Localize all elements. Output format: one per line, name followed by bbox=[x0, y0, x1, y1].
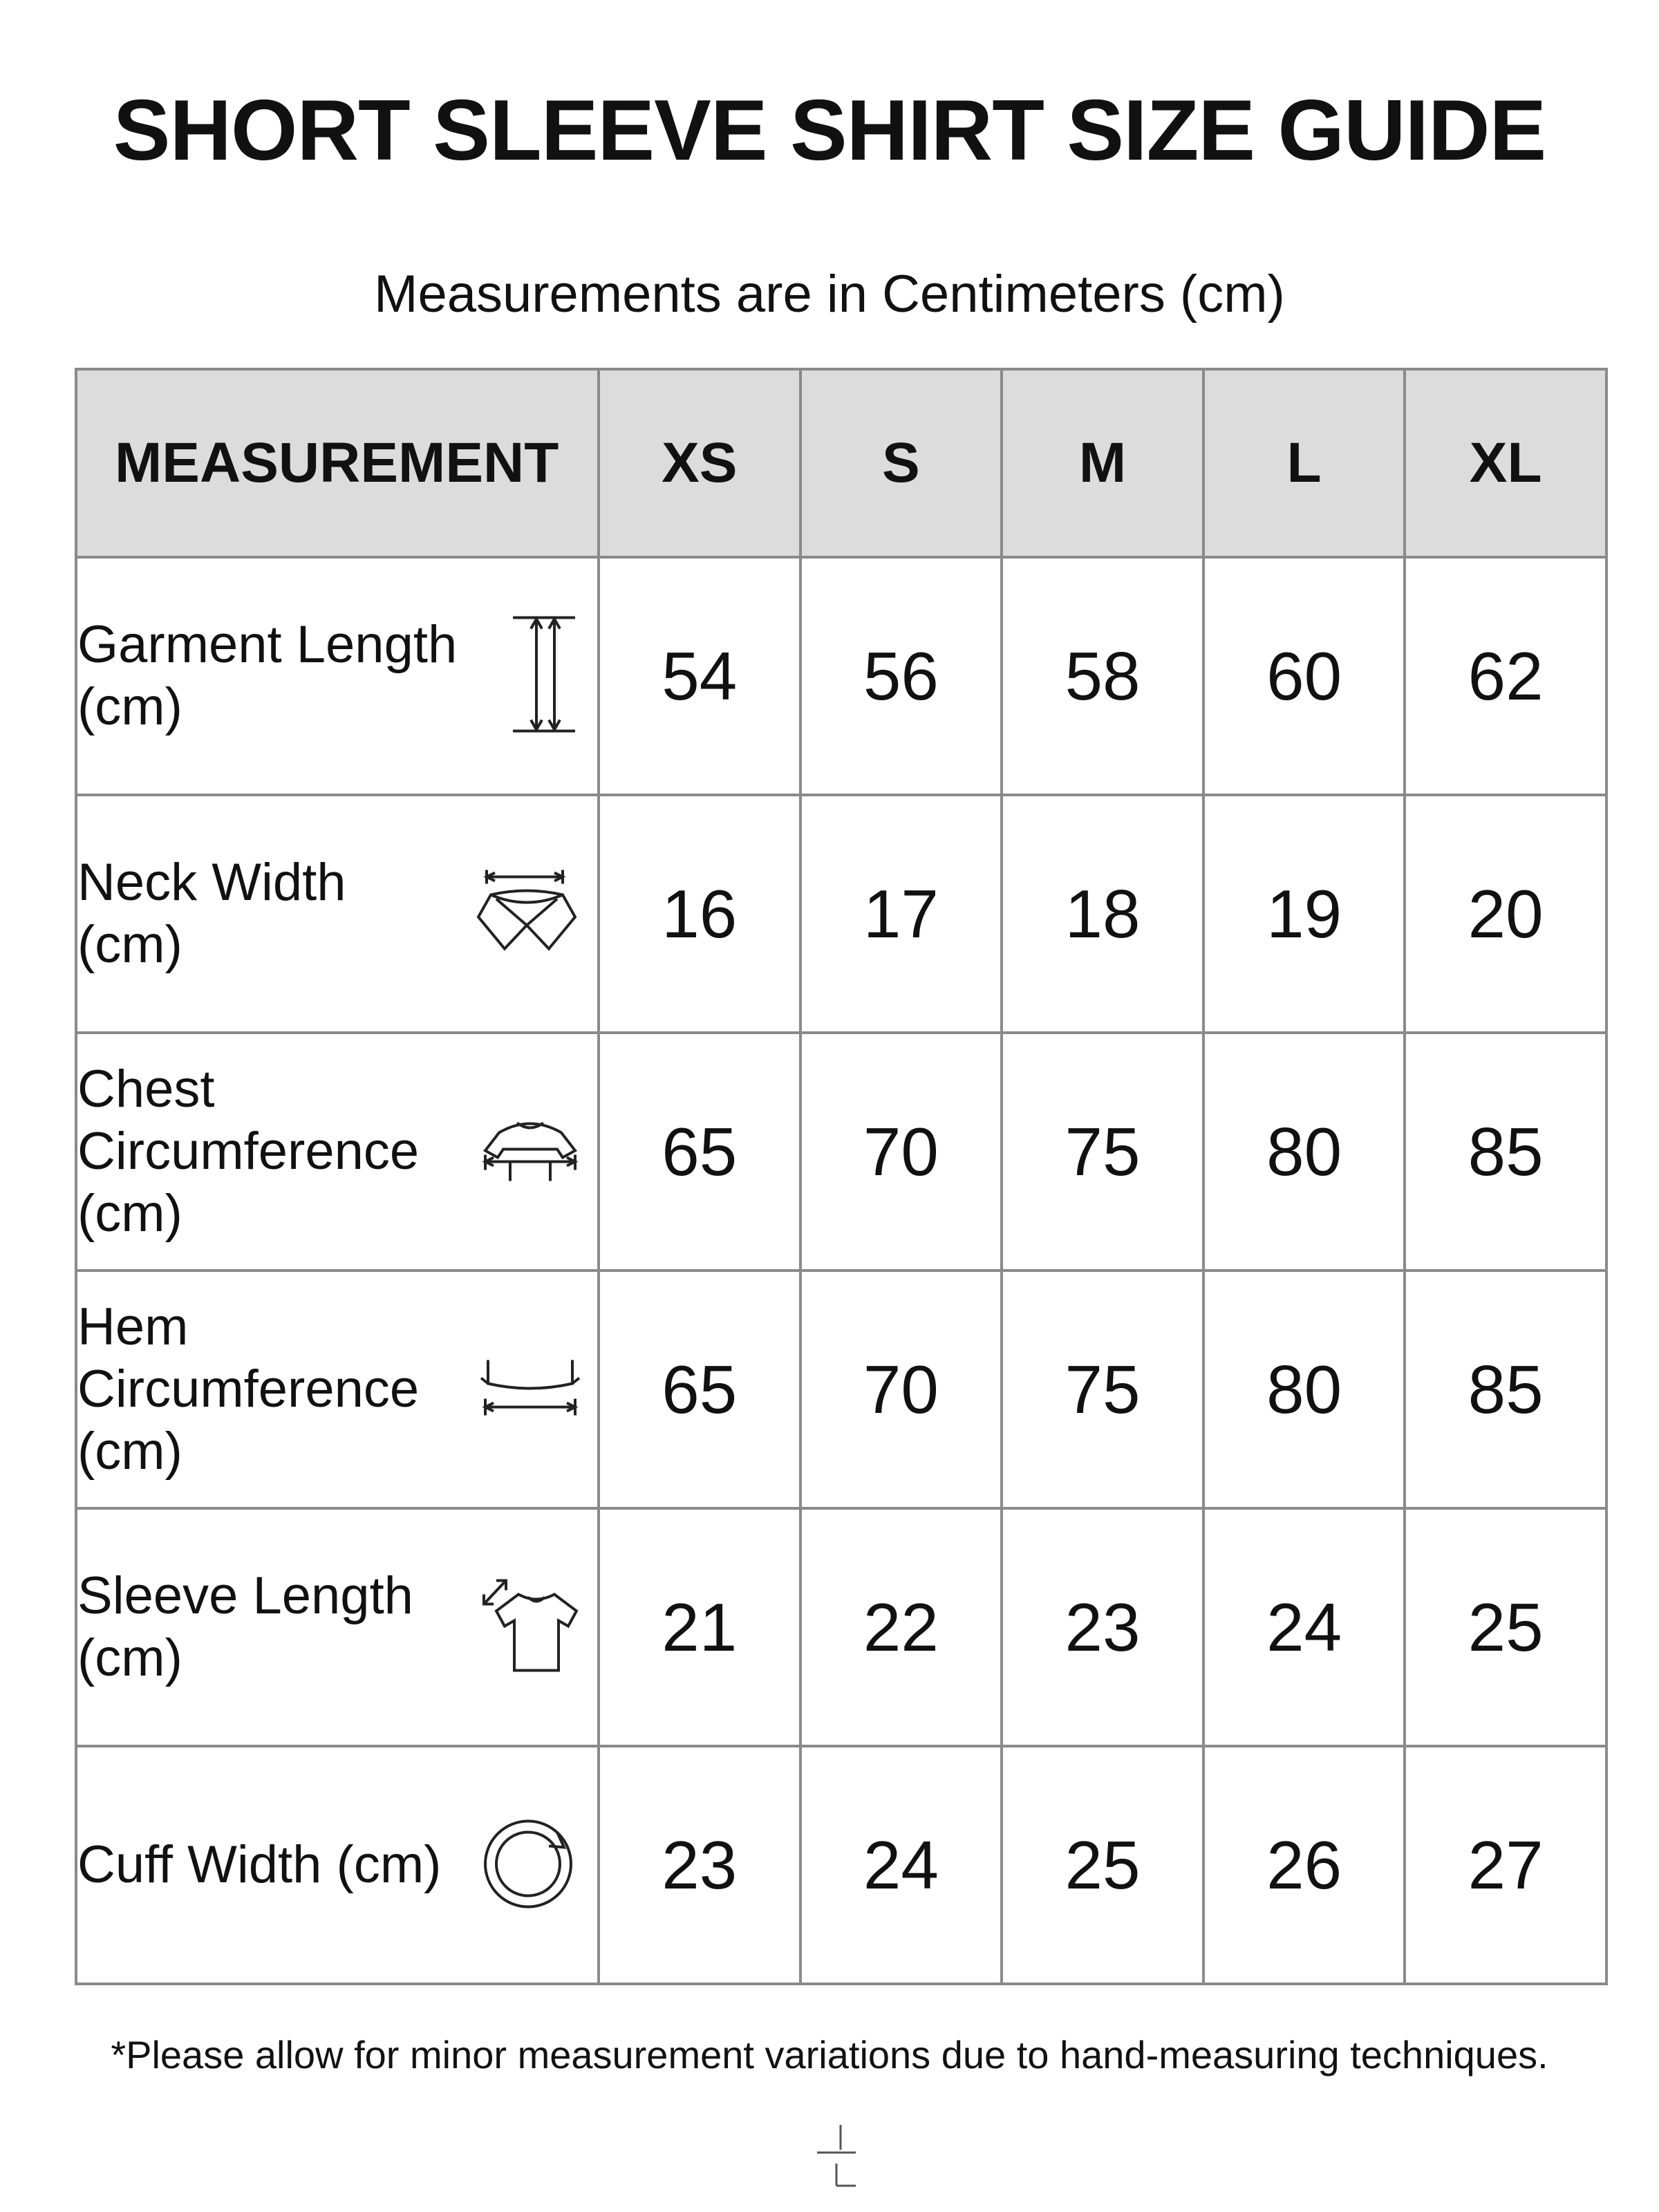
row-label-cell bbox=[76, 1033, 599, 1271]
value-cell: 16 bbox=[599, 795, 800, 1033]
table-row bbox=[76, 1271, 1606, 1508]
value-cell: 18 bbox=[1002, 795, 1203, 1033]
decorative-mark-icon bbox=[816, 2122, 857, 2195]
value-cell: 60 bbox=[1203, 557, 1405, 795]
value-cell: 24 bbox=[1203, 1508, 1405, 1746]
page-title: SHORT SLEEVE SHIRT SIZE GUIDE bbox=[113, 83, 1546, 178]
row-label: Neck Width (cm) bbox=[77, 853, 346, 974]
value-cell: 20 bbox=[1405, 795, 1606, 1033]
row-label-cell bbox=[76, 1746, 599, 1984]
value-cell: 17 bbox=[800, 795, 1002, 1033]
hem-icon bbox=[478, 1353, 582, 1426]
tshirt-sleeve-icon bbox=[478, 1574, 582, 1681]
table-row bbox=[76, 1746, 1606, 1984]
value-cell: 65 bbox=[599, 1271, 800, 1508]
value-cell: 22 bbox=[800, 1508, 1002, 1746]
collar-icon bbox=[471, 868, 582, 961]
row-label-cell bbox=[76, 557, 599, 795]
vertical-length-icon bbox=[506, 612, 582, 740]
cuff-circle-icon bbox=[478, 1812, 582, 1919]
header-size-l: L bbox=[1203, 369, 1405, 557]
table-row bbox=[76, 557, 1606, 795]
table-row bbox=[76, 1033, 1606, 1271]
header-size-xl: XL bbox=[1405, 369, 1606, 557]
value-cell: 85 bbox=[1405, 1271, 1606, 1508]
value-cell: 58 bbox=[1002, 557, 1203, 795]
value-cell: 25 bbox=[1002, 1746, 1203, 1984]
value-cell: 70 bbox=[800, 1271, 1002, 1508]
header-size-m: M bbox=[1002, 369, 1203, 557]
row-label-cell bbox=[76, 1271, 599, 1508]
row-label-cell bbox=[76, 795, 599, 1033]
value-cell: 62 bbox=[1405, 557, 1606, 795]
row-label: Garment Length (cm) bbox=[77, 615, 458, 736]
page-subtitle: Measurements are in Centimeters (cm) bbox=[374, 265, 1285, 324]
value-cell: 24 bbox=[800, 1746, 1002, 1984]
value-cell: 56 bbox=[800, 557, 1002, 795]
header-size-s: S bbox=[800, 369, 1002, 557]
row-label: Chest Circumference (cm) bbox=[77, 1060, 420, 1243]
value-cell: 54 bbox=[599, 557, 800, 795]
value-cell: 27 bbox=[1405, 1746, 1606, 1984]
header-size-xs: XS bbox=[599, 369, 800, 557]
value-cell: 75 bbox=[1002, 1033, 1203, 1271]
value-cell: 70 bbox=[800, 1033, 1002, 1271]
value-cell: 19 bbox=[1203, 795, 1405, 1033]
table-row bbox=[76, 1508, 1606, 1746]
row-label: Cuff Width (cm) bbox=[77, 1835, 442, 1894]
value-cell: 23 bbox=[599, 1746, 800, 1984]
row-label-cell bbox=[76, 1508, 599, 1746]
value-cell: 85 bbox=[1405, 1033, 1606, 1271]
table-row bbox=[76, 795, 1606, 1033]
value-cell: 23 bbox=[1002, 1508, 1203, 1746]
value-cell: 26 bbox=[1203, 1746, 1405, 1984]
value-cell: 25 bbox=[1405, 1508, 1606, 1746]
value-cell: 21 bbox=[599, 1508, 800, 1746]
size-table bbox=[75, 368, 1608, 1985]
table-header-row bbox=[76, 369, 1606, 557]
row-label: Hem Circumference (cm) bbox=[77, 1297, 420, 1481]
chest-icon bbox=[478, 1112, 582, 1192]
value-cell: 80 bbox=[1203, 1033, 1405, 1271]
value-cell: 80 bbox=[1203, 1271, 1405, 1508]
row-label: Sleeve Length (cm) bbox=[77, 1566, 413, 1687]
header-measurement: MEASUREMENT bbox=[76, 369, 599, 557]
footnote: *Please allow for minor measurement variations due to hand-measuring techniques. bbox=[111, 2033, 1548, 2077]
value-cell: 75 bbox=[1002, 1271, 1203, 1508]
value-cell: 65 bbox=[599, 1033, 800, 1271]
